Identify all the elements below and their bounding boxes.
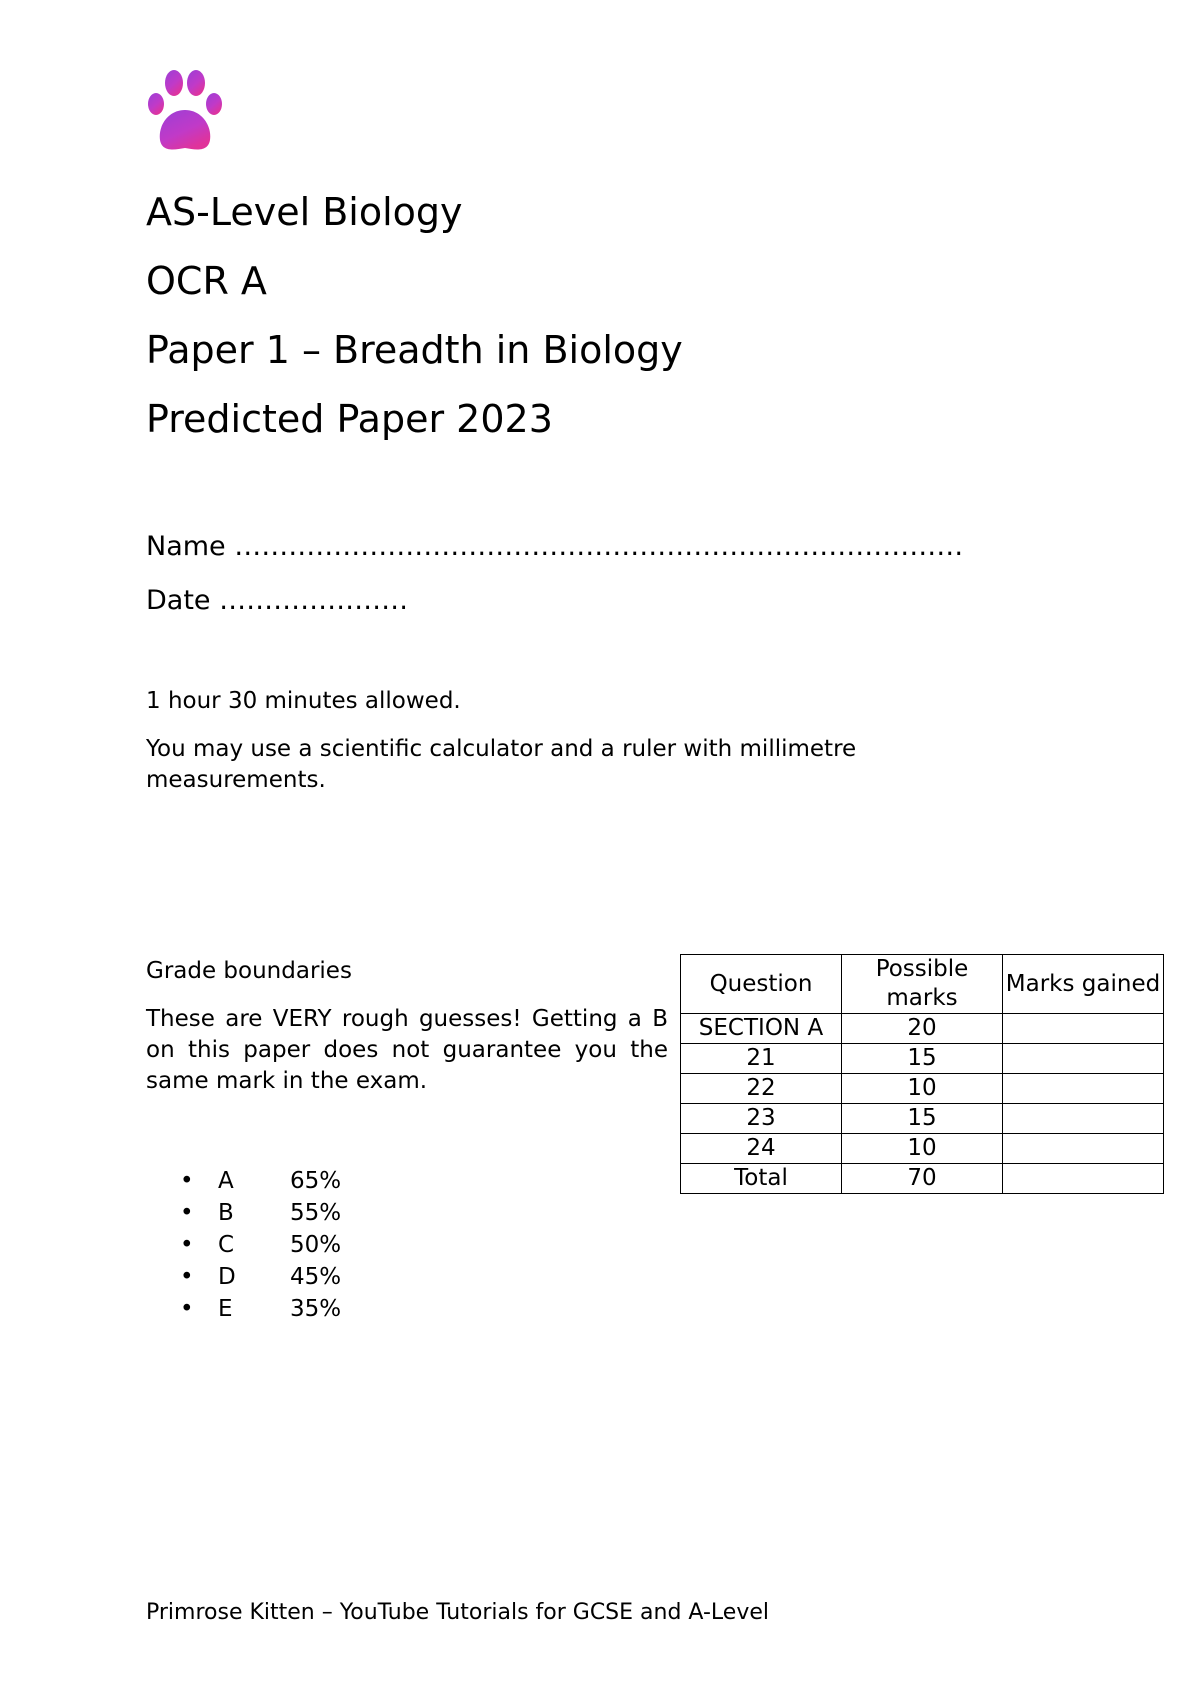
time-allowed: 1 hour 30 minutes allowed.	[146, 688, 461, 714]
cell-question: 23	[681, 1104, 842, 1134]
header-marks-gained: Marks gained	[1003, 955, 1164, 1014]
cell-gained	[1003, 1134, 1164, 1164]
grade-boundaries-heading: Grade boundaries	[146, 958, 352, 984]
paper-title: Paper 1 – Breadth in Biology	[146, 328, 683, 372]
exam-board: OCR A	[146, 259, 267, 303]
cell-total-label: Total	[681, 1164, 842, 1194]
header-question: Question	[681, 955, 842, 1014]
list-item	[146, 1197, 668, 1229]
cell-question: 24	[681, 1134, 842, 1164]
cell-gained	[1003, 1044, 1164, 1074]
bullet-icon: •	[180, 1264, 194, 1290]
cell-total-possible: 70	[842, 1164, 1003, 1194]
table-total-row	[681, 1164, 1164, 1194]
table-row	[681, 1074, 1164, 1104]
cell-gained	[1003, 1104, 1164, 1134]
name-field: Name ………………………………………………………………………	[146, 531, 964, 562]
table-row	[681, 1104, 1164, 1134]
grade-percent: 65%	[290, 1168, 342, 1194]
cell-possible: 20	[842, 1014, 1003, 1044]
marks-table	[680, 954, 1164, 1194]
grade-letter: C	[218, 1232, 235, 1258]
date-field: Date …………………	[146, 585, 409, 616]
list-item	[146, 1165, 668, 1197]
list-item	[146, 1293, 668, 1325]
cell-gained	[1003, 1014, 1164, 1044]
cell-gained	[1003, 1074, 1164, 1104]
grade-percent: 35%	[290, 1296, 342, 1322]
bullet-icon: •	[180, 1168, 194, 1194]
title-block	[146, 178, 683, 454]
list-item	[146, 1229, 668, 1261]
candidate-fields	[146, 520, 963, 628]
paper-year: Predicted Paper 2023	[146, 397, 553, 441]
cell-question: 21	[681, 1044, 842, 1074]
paw-print-icon	[146, 70, 224, 154]
cell-possible: 10	[842, 1134, 1003, 1164]
equipment-note: You may use a scientific calculator and a ruler with millimetre measurements.	[146, 736, 857, 793]
table-row	[681, 1134, 1164, 1164]
header-possible-marks: Possible marks	[842, 955, 1003, 1014]
table-row	[681, 1044, 1164, 1074]
grade-letter: B	[218, 1200, 234, 1226]
table-header-row	[681, 955, 1164, 1014]
bullet-icon: •	[180, 1200, 194, 1226]
grade-percent: 50%	[290, 1232, 342, 1258]
grade-boundaries-note: These are VERY rough guesses! Getting a B on this paper does not guarantee you the same mark in the exam.	[146, 1006, 668, 1094]
cell-possible: 15	[842, 1104, 1003, 1134]
cell-total-gained	[1003, 1164, 1164, 1194]
bullet-icon: •	[180, 1296, 194, 1322]
cell-question: SECTION A	[681, 1014, 842, 1044]
grade-boundaries	[146, 956, 668, 1325]
grade-letter: D	[218, 1264, 236, 1290]
cell-possible: 15	[842, 1044, 1003, 1074]
instructions	[146, 686, 936, 813]
grade-percent: 45%	[290, 1264, 342, 1290]
grade-percent: 55%	[290, 1200, 342, 1226]
page-footer: Primrose Kitten – YouTube Tutorials for GCSE and A-Level	[146, 1600, 769, 1625]
grade-letter: E	[218, 1296, 233, 1322]
grade-list	[146, 1165, 668, 1325]
bullet-icon: •	[180, 1232, 194, 1258]
cell-question: 22	[681, 1074, 842, 1104]
subject-title: AS-Level Biology	[146, 190, 463, 234]
grade-letter: A	[218, 1168, 234, 1194]
list-item	[146, 1261, 668, 1293]
table-row	[681, 1014, 1164, 1044]
cell-possible: 10	[842, 1074, 1003, 1104]
